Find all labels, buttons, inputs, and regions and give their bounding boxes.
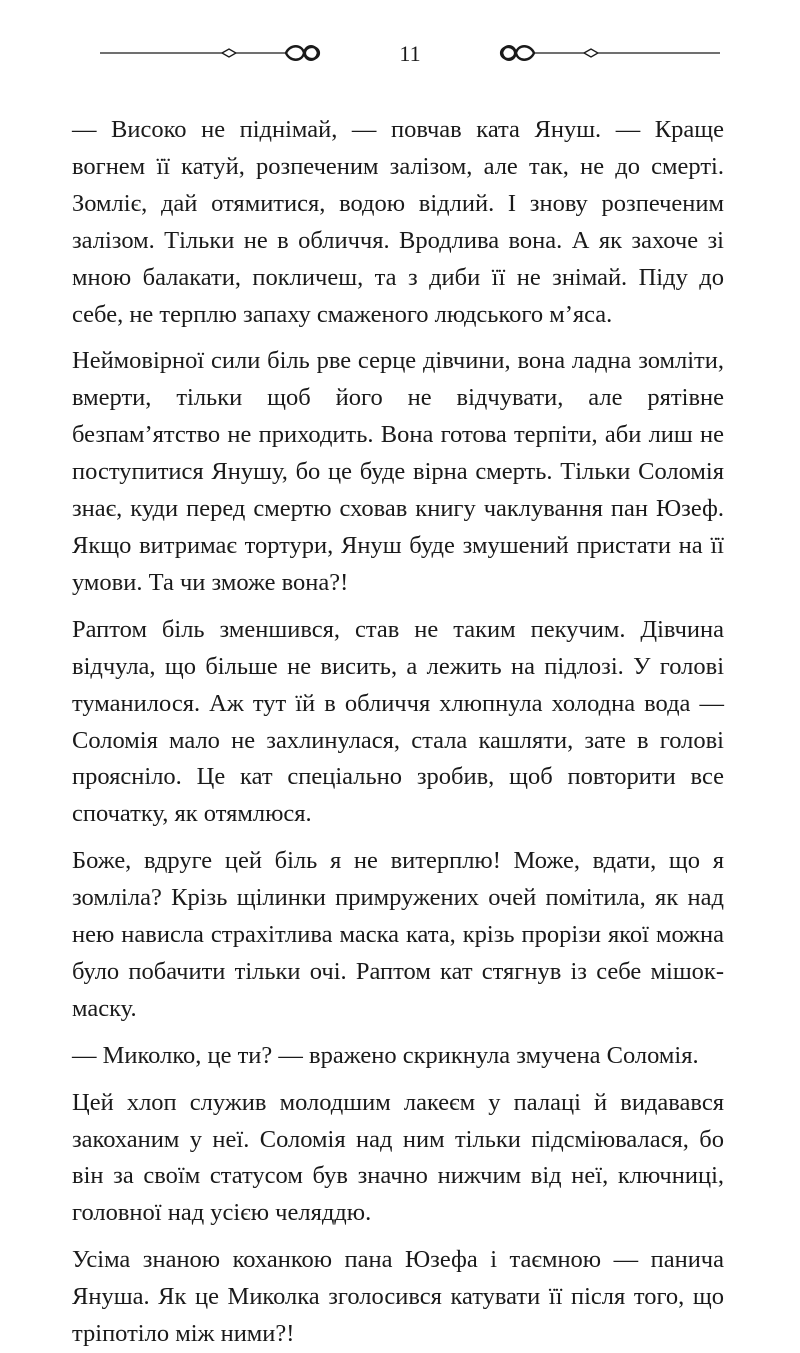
body-text bbox=[72, 112, 724, 1353]
paragraph-6: Цей хлоп служив молодшим лакеєм у палаці й видавався закоханим у неї. Соломія над ним тільки підсміювалася, бо він за своїм статусом був значно нижчим від неї, ключниці, головної над усією челяддю. bbox=[72, 1088, 724, 1227]
paragraph-1: — Високо не піднімай, — повчав ката Януш. — Краще вогнем її катуй, розпеченим залізом, але так, не до смерті. Зомліє, дай отямитися, водою відлий. І знову розпеченим залізом. Тільки не в обличчя. Вродлива вона. А як захоче зі мною балакати, покличеш, та з диби її не знімай. Піду до себе, не терплю запаху смаженого людського м’яса. bbox=[72, 116, 724, 328]
paragraph-2: Неймовірної сили біль рве серце дівчини, вона ладна зомліти, вмерти, тільки щоб його не відчувати, але рятівне безпам’ятство не приходить. Вона готова терпіти, аби лиш не поступитися Янушу, бо це буде вірна смерть. Тільки Соломія знає, куди перед смертю сховав книгу чаклування пан Юзеф. Якщо витримає тортури, Януш буде змушений пристати на її умови. Та чи зможе вона?! bbox=[72, 347, 724, 596]
paragraph-5: — Миколко, це ти? — вражено скрикнула змучена Соломія. bbox=[72, 1041, 699, 1069]
page-number: 11 bbox=[399, 41, 421, 66]
paragraph-4: Боже, вдруге цей біль я не витерплю! Може, вдати, що я зомліла? Крізь щілинки примружених очей помітила, як над нею нависла страхітлива маска ката, крізь прорізи якої можна було побачити тільки очі. Раптом кат стягнув із себе мішок-маску. bbox=[72, 847, 724, 1022]
paragraph-3: Раптом біль зменшився, став не таким пекучим. Дівчина відчула, що більше не висить, а лежить на підлозі. У голові туманилося. Аж тут їй в обличчя хлюпнула холодна вода — Соломія мало не захлинулася, стала кашляти, зате в голові проясніло. Це кат спеціально зробив, щоб повторити все спочатку, як отямлюся. bbox=[72, 615, 724, 828]
paragraph-7: Усіма знаною коханкою пана Юзефа і таємною — панича Януша. Як це Миколка зголосився катувати її після того, що тріпотіло між ними?! bbox=[72, 1246, 724, 1348]
page-header bbox=[100, 36, 720, 72]
